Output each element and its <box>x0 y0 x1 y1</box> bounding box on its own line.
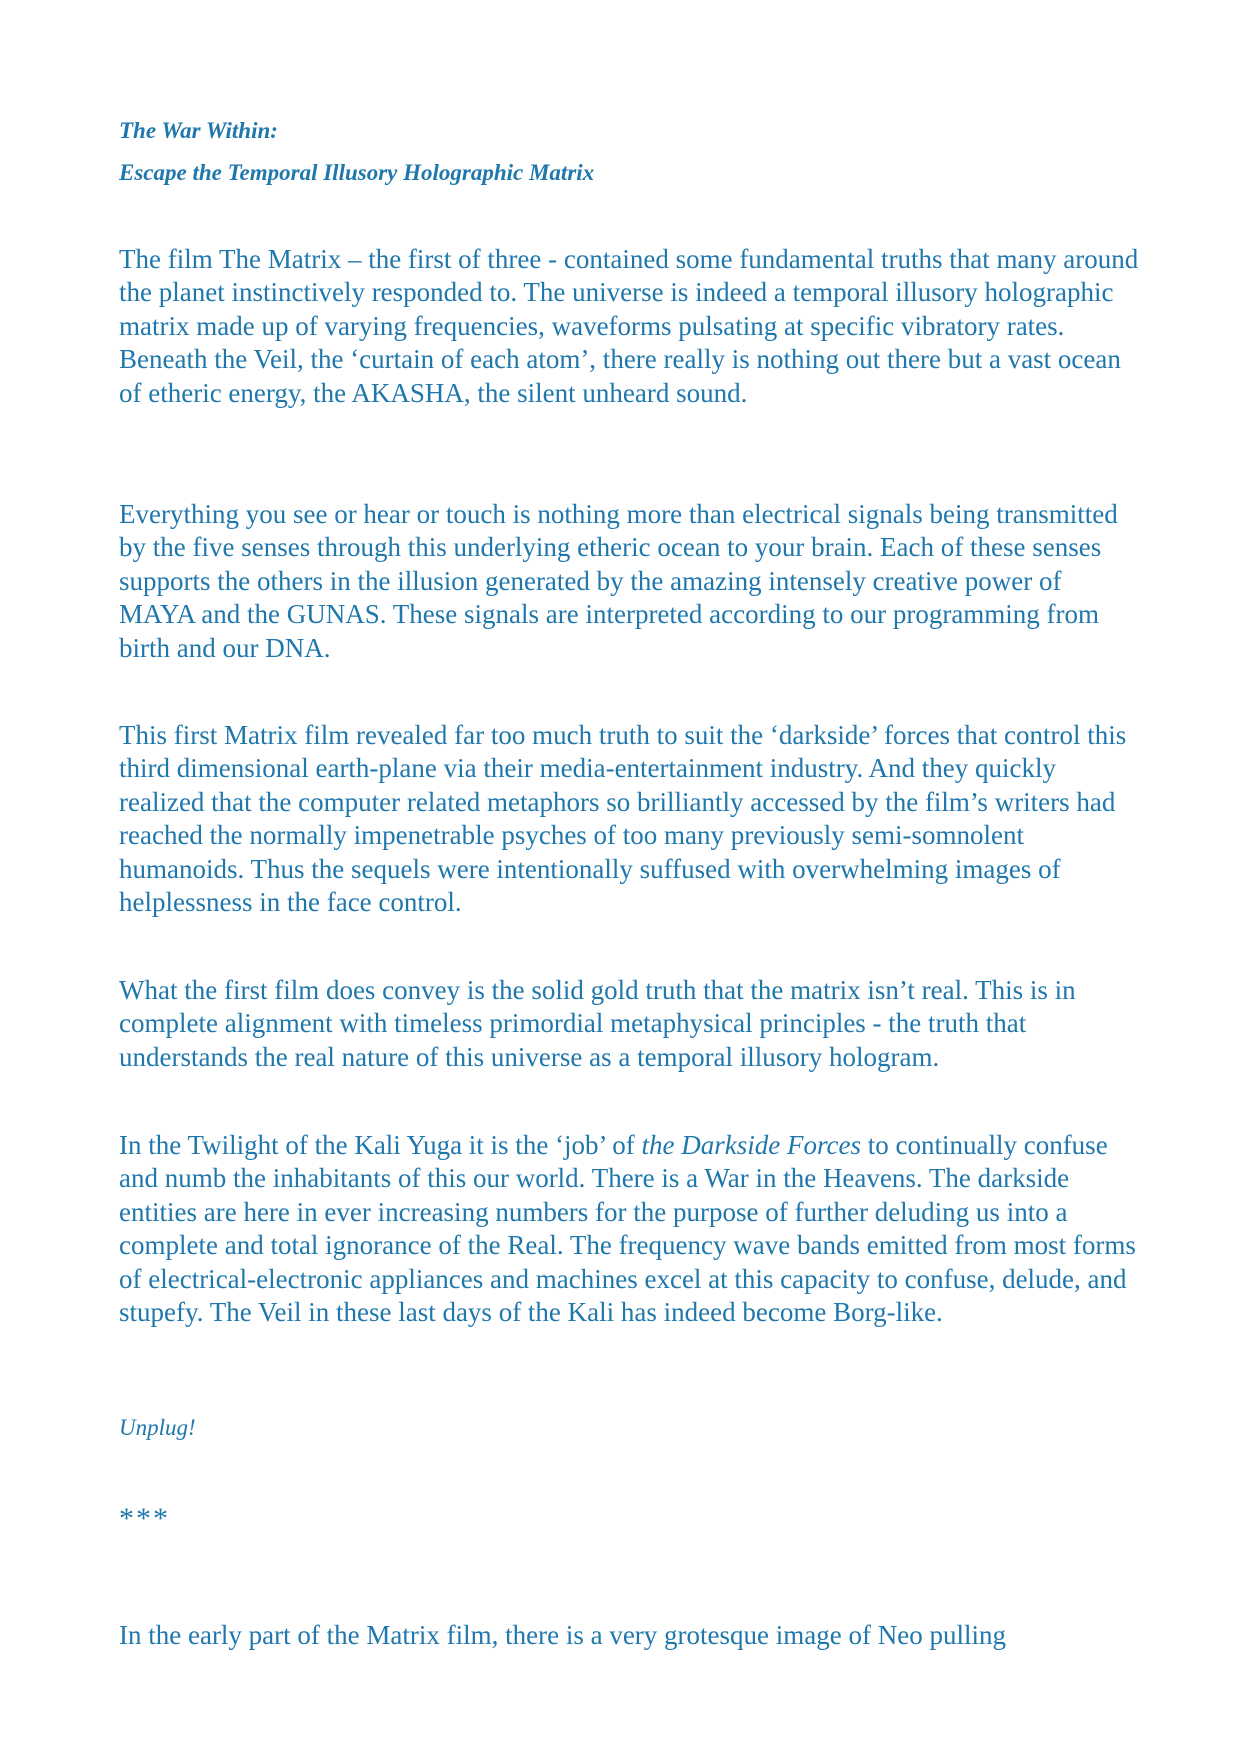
paragraph-5 <box>119 1129 1139 1329</box>
paragraph-5-italic-phrase: the Darkside Forces <box>641 1130 861 1160</box>
paragraph-5-text-start: In the Twilight of the Kali Yuga it is the ‘job’ of <box>119 1130 642 1160</box>
paragraph-5-text-end: to continually confuse and numb the inhabitants of this our world. There is a War in the Heavens. The darkside entities are here in ever increasing numbers for the purpose of further deluding us into a complete and total ignorance of the Real. The frequency wave bands emitted from most forms of electrical-electronic appliances and machines excel at this capacity to confuse, delude, and stupefy. The Veil in these last days of the Kali has indeed become Borg-like. <box>119 1130 1136 1328</box>
title-line-2: Escape the Temporal Illusory Holographic Matrix <box>119 160 595 185</box>
paragraph-4: What the first film does convey is the solid gold truth that the matrix isn’t real. This is in complete alignment with timeless primordial metaphysical principles - the truth that understands the real nature of this universe as a temporal illusory hologram. <box>119 975 1076 1072</box>
title-line-1: The War Within: <box>119 118 278 143</box>
paragraph-3: This first Matrix film revealed far too much truth to suit the ‘darkside’ forces that control this third dimensional earth-plane via their media-entertainment industry. And they quickly realized that the computer related metaphors so brilliantly accessed by the film’s writers had reached the normally impenetrable psyches of too many previously semi-somnolent humanoids. Thus the sequels were intentionally suffused with overwhelming images of helplessness in the face control. <box>119 720 1127 918</box>
section-separator: *** <box>119 1502 170 1535</box>
unplug-line: Unplug! <box>119 1415 196 1440</box>
paragraph-1: The film The Matrix – the first of three - contained some fundamental truths that many around the planet instinctively responded to. The universe is indeed a temporal illusory holographic matrix made up of varying frequencies, waveforms pulsating at specific vibratory rates. Beneath the Veil, the ‘curtain of each atom’, there really is nothing out there but a vast ocean of etheric energy, the AKASHA, the silent unheard sound. <box>119 244 1139 408</box>
paragraph-2: Everything you see or hear or touch is nothing more than electrical signals being transmitted by the five senses through this underlying etheric ocean to your brain. Each of these senses supports the others in the illusion generated by the amazing intensely creative power of MAYA and the GUNAS. These signals are interpreted according to our programming from birth and our DNA. <box>119 499 1118 663</box>
paragraph-6: In the early part of the Matrix film, there is a very grotesque image of Neo pulling <box>119 1620 1006 1650</box>
